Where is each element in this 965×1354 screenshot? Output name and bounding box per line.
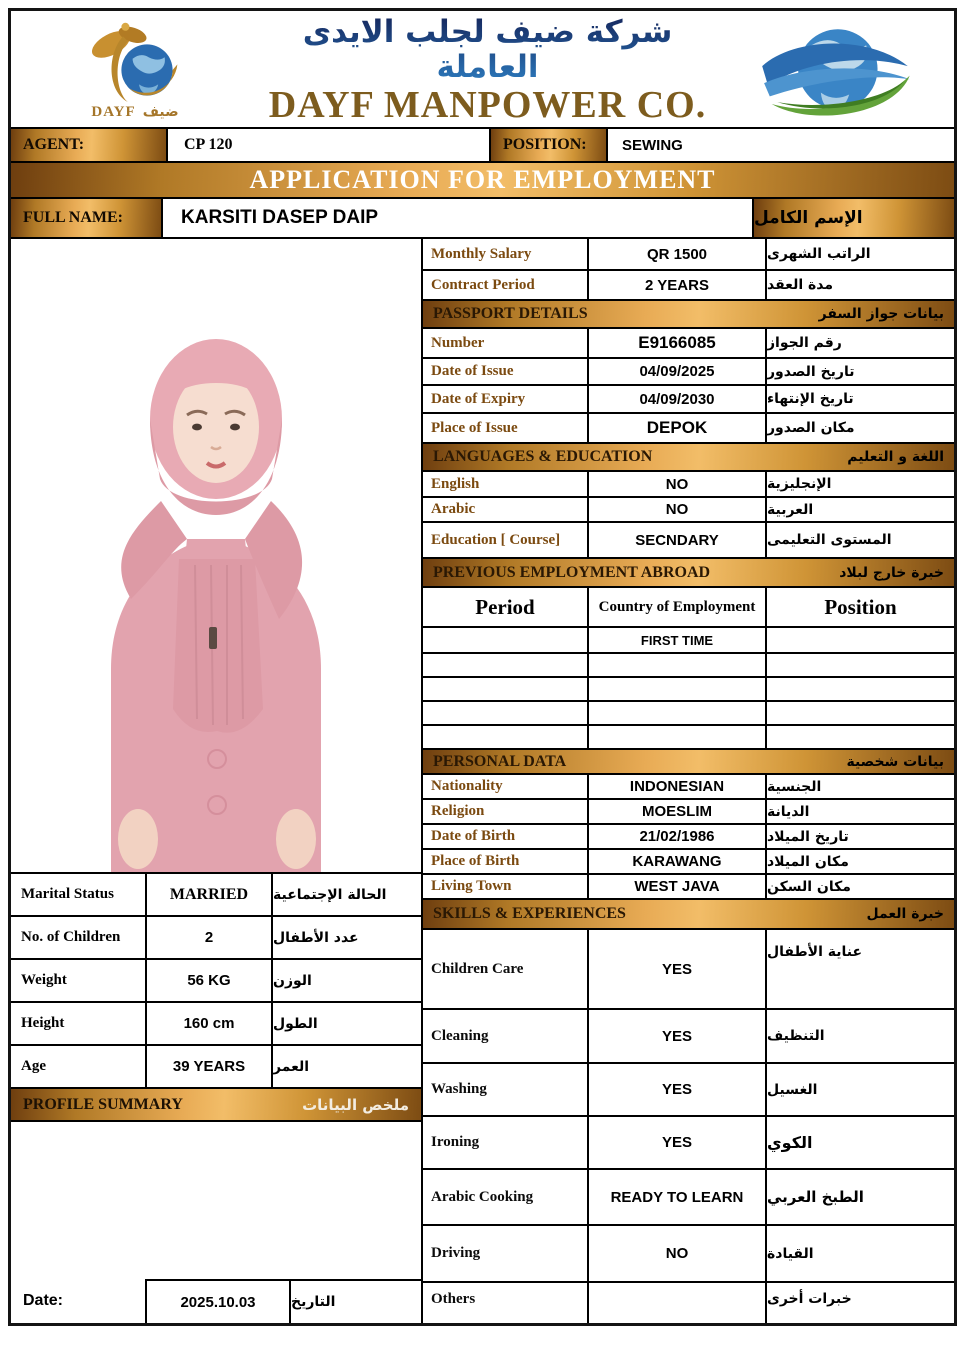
field-label: No. of Children — [21, 929, 121, 945]
position-label: POSITION: — [491, 129, 608, 161]
brand-header — [11, 11, 954, 129]
field-value: 21/02/1986 — [589, 825, 767, 848]
field-label: Marital Status — [21, 886, 114, 902]
dayf-leaf-globe-icon — [60, 22, 210, 110]
field-label: Living Town — [423, 875, 589, 898]
field-label: Driving — [423, 1226, 589, 1281]
date-of-issue-row — [423, 359, 954, 386]
field-label-arabic: المستوى التعليمى — [767, 532, 892, 548]
arabic-cooking-row — [423, 1170, 954, 1226]
applicant-photo — [11, 239, 421, 874]
field-label-arabic: مدة العقد — [767, 277, 834, 293]
languages-education-header — [423, 444, 954, 472]
passport-details-header — [423, 301, 954, 329]
field-label-arabic: الكوي — [767, 1133, 813, 1152]
field-label-arabic: عناية الأطفال — [767, 944, 863, 960]
field-label-arabic: مكان الميلاد — [767, 853, 849, 870]
field-value: DEPOK — [589, 414, 767, 442]
field-value: KARAWANG — [589, 850, 767, 873]
form-title: APPLICATION FOR EMPLOYMENT — [249, 165, 716, 194]
field-label: Arabic Cooking — [423, 1170, 589, 1224]
section-title: LANGUAGES & EDUCATION — [433, 448, 653, 465]
left-panel — [11, 239, 423, 1323]
field-label-arabic: الراتب الشهرى — [767, 246, 871, 262]
personal-data-header — [423, 750, 954, 775]
field-label-arabic: العربية — [767, 501, 814, 518]
field-label-arabic: العمر — [273, 1058, 310, 1075]
field-label-arabic: الطول — [273, 1015, 318, 1032]
field-label: Children Care — [423, 930, 589, 1008]
field-label: Monthly Salary — [423, 239, 589, 269]
section-title-arabic: بيانات شخصية — [846, 753, 944, 770]
employment-country-value: FIRST TIME — [589, 628, 767, 652]
field-label: Age — [21, 1058, 46, 1074]
field-label: Ironing — [423, 1117, 589, 1168]
field-value: 39 YEARS — [145, 1046, 273, 1087]
others-row — [423, 1283, 954, 1323]
field-label-arabic: الغسيل — [767, 1081, 818, 1098]
field-label-arabic: تاريخ الصدور — [767, 363, 855, 380]
date-value: 2025.10.03 — [145, 1279, 291, 1323]
field-value: NO — [589, 498, 767, 521]
height-row — [11, 1003, 421, 1046]
full-name-row — [11, 199, 954, 239]
field-value: SECNDARY — [589, 523, 767, 557]
company-name-arabic: شركة ضيف لجلب الايدى العاملة — [259, 15, 716, 84]
field-label-arabic: مكان الصدور — [767, 420, 855, 436]
field-label: English — [423, 472, 589, 496]
field-label-arabic: خبرات أخرى — [767, 1291, 852, 1307]
field-value: YES — [589, 1064, 767, 1115]
cleaning-row — [423, 1010, 954, 1064]
date-of-birth-row — [423, 825, 954, 850]
company-name-english: DAYF MANPOWER CO. — [268, 84, 707, 127]
field-value: 04/09/2025 — [589, 359, 767, 384]
profile-summary-box — [11, 1122, 421, 1323]
english-language-row — [423, 472, 954, 498]
logo-caption — [91, 104, 178, 121]
section-title-arabic: بيانات جواز السفر — [818, 306, 944, 322]
weight-row — [11, 960, 421, 1003]
field-label-arabic: التنظيف — [767, 1028, 825, 1044]
living-town-row — [423, 875, 954, 900]
nationality-row — [423, 775, 954, 800]
field-label: Washing — [423, 1064, 589, 1115]
ironing-row — [423, 1117, 954, 1170]
field-label-arabic: الجنسية — [767, 778, 822, 795]
field-label-arabic: الديانة — [767, 803, 810, 820]
age-row — [11, 1046, 421, 1089]
section-title-arabic: ملخص البيانات — [302, 1095, 409, 1114]
education-row — [423, 523, 954, 559]
field-label: Contract Period — [423, 271, 589, 299]
employment-row-empty — [423, 678, 954, 702]
washing-row — [423, 1064, 954, 1117]
field-label: Nationality — [423, 775, 589, 798]
profile-summary-header — [11, 1089, 421, 1122]
field-label: Place of Birth — [423, 850, 589, 873]
date-label: Date: — [23, 1292, 64, 1309]
section-title: PERSONAL DATA — [433, 752, 567, 770]
previous-employment-header — [423, 559, 954, 588]
field-value: YES — [589, 930, 767, 1008]
full-name-value: KARSITI DASEP DAIP — [161, 199, 754, 237]
children-count-row — [11, 917, 421, 960]
field-label: Arabic — [423, 498, 589, 521]
column-header-period: Period — [423, 588, 589, 626]
monthly-salary-row — [423, 239, 954, 271]
field-label: Date of Expiry — [423, 386, 589, 412]
field-value: QR 1500 — [589, 239, 767, 269]
field-value — [589, 1283, 767, 1323]
field-label: Cleaning — [423, 1010, 589, 1062]
marital-status-row — [11, 874, 421, 917]
field-value: MOESLIM — [589, 800, 767, 823]
section-title: PROFILE SUMMARY — [23, 1095, 183, 1113]
field-value: 56 KG — [145, 960, 273, 1001]
field-label: Date of Birth — [423, 825, 589, 848]
field-value: 160 cm — [145, 1003, 273, 1044]
position-value: SEWING — [622, 136, 683, 154]
application-form — [8, 8, 957, 1326]
field-label: Date of Issue — [423, 359, 589, 384]
employment-row-empty — [423, 654, 954, 678]
field-label: Others — [423, 1283, 589, 1323]
globe-swoosh-icon — [750, 17, 920, 121]
field-value: YES — [589, 1010, 767, 1062]
company-logo-right — [716, 17, 954, 121]
field-value: INDONESIAN — [589, 775, 767, 798]
agent-position-row — [11, 129, 954, 163]
date-of-expiry-row — [423, 386, 954, 414]
field-label-arabic: الإنجليزية — [767, 476, 832, 492]
field-label-arabic: مكان السكن — [767, 878, 851, 895]
driving-row — [423, 1226, 954, 1283]
field-label-arabic: الوزن — [273, 972, 312, 989]
field-value: 2 — [145, 917, 273, 958]
agent-value: CP 120 — [168, 129, 491, 161]
field-label: Weight — [21, 972, 67, 988]
field-label-arabic: الطبخ العربي — [767, 1188, 864, 1206]
field-label-arabic: تاريخ الميلاد — [767, 828, 849, 845]
full-name-label: FULL NAME: — [11, 199, 161, 237]
field-label: Number — [423, 329, 589, 357]
section-title: SKILLS & EXPERIENCES — [433, 905, 626, 922]
field-label: Height — [21, 1015, 65, 1031]
logo-dayf-arabic-text: ضيف — [142, 104, 179, 120]
employment-row-empty — [423, 726, 954, 750]
field-label: Religion — [423, 800, 589, 823]
field-label-arabic: تاريخ الإنتهاء — [767, 391, 854, 407]
section-title: PREVIOUS EMPLOYMENT ABROAD — [433, 563, 711, 581]
children-care-row — [423, 930, 954, 1010]
arabic-language-row — [423, 498, 954, 523]
religion-row — [423, 800, 954, 825]
field-label-arabic: رقم الجواز — [767, 335, 842, 351]
field-value: WEST JAVA — [589, 875, 767, 898]
field-value: NO — [589, 1226, 767, 1281]
field-value: E9166085 — [589, 329, 767, 357]
company-logo-left — [11, 18, 259, 121]
section-title-arabic: خبرة العمل — [866, 906, 944, 922]
field-value: YES — [589, 1117, 767, 1168]
skills-experiences-header — [423, 900, 954, 930]
field-label-arabic: الحالة الإجتماعية — [273, 886, 387, 903]
employment-row-first-time — [423, 628, 954, 654]
date-label-arabic: التاريخ — [291, 1279, 421, 1323]
place-of-birth-row — [423, 850, 954, 875]
field-label-arabic: القيادة — [767, 1245, 814, 1262]
column-header-country: Country of Employment — [589, 588, 767, 626]
employment-table-head — [423, 588, 954, 628]
field-value: 04/09/2030 — [589, 386, 767, 412]
field-value: READY TO LEARN — [589, 1170, 767, 1224]
logo-dayf-text: DAYF — [91, 103, 136, 120]
right-panel — [423, 239, 954, 1323]
employment-row-empty — [423, 702, 954, 726]
company-titles — [259, 11, 716, 127]
agent-label: AGENT: — [11, 129, 168, 161]
date-row — [11, 1279, 421, 1323]
field-value: NO — [589, 472, 767, 496]
field-value: MARRIED — [145, 874, 273, 915]
place-of-issue-row — [423, 414, 954, 444]
section-title: PASSPORT DETAILS — [433, 305, 588, 322]
field-value: 2 YEARS — [589, 271, 767, 299]
section-title-arabic: خبرة خارج لبلاد — [839, 564, 944, 581]
passport-number-row — [423, 329, 954, 359]
field-label: Place of Issue — [423, 414, 589, 442]
field-label-arabic: عدد الأطفال — [273, 929, 359, 946]
form-title-banner — [11, 163, 954, 199]
applicant-portrait-image — [11, 239, 421, 872]
field-label: Education [ Course] — [423, 523, 589, 557]
contract-period-row — [423, 271, 954, 301]
section-title-arabic: اللغة و التعليم — [847, 449, 944, 465]
column-header-position: Position — [824, 594, 897, 619]
full-name-label-arabic: الإسم الكامل — [754, 199, 954, 237]
